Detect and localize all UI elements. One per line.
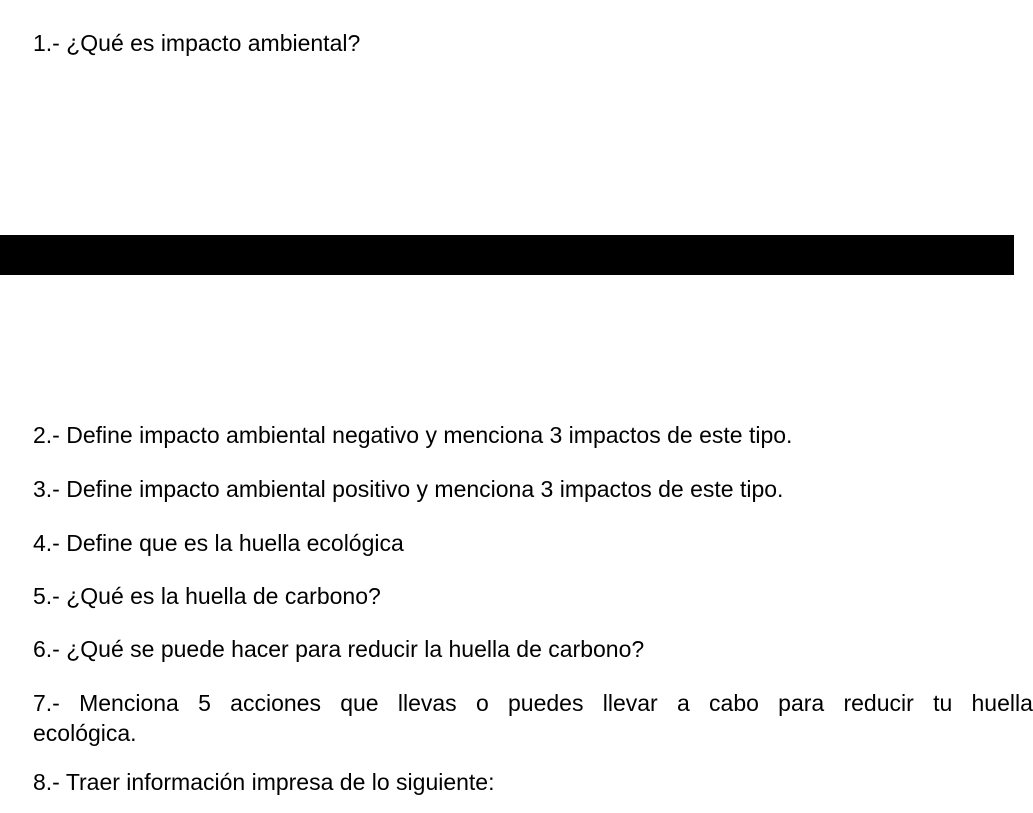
q7-word: para [778,690,825,716]
question-4: 4.- Define que es la huella ecológica [33,530,404,556]
question-6: 6.- ¿Qué se puede hacer para reducir la huella de carbono? [33,636,645,662]
question-1: 1.- ¿Qué es impacto ambiental? [33,30,361,56]
q7-word: a [676,690,690,716]
question-3: 3.- Define impacto ambiental positivo y menciona 3 impactos de este tipo. [33,476,784,502]
question-7-line-2: ecológica. [33,720,137,746]
question-5: 5.- ¿Qué es la huella de carbono? [33,583,381,609]
q7-word: tu [933,690,953,716]
q7-word: o [475,690,489,716]
question-7-line-1 [33,688,1033,718]
q7-word: huella [971,690,1033,716]
q7-word: acciones [230,690,321,716]
q7-word: reducir [843,690,914,716]
redaction-bar [0,235,1014,275]
q7-word: que [340,690,379,716]
q7-word: 7.- [33,690,60,716]
q7-word: llevas [397,690,457,716]
q7-word: llevar [602,690,658,716]
q7-word: puedes [508,690,584,716]
q7-word: cabo [709,690,759,716]
question-2: 2.- Define impacto ambiental negativo y menciona 3 impactos de este tipo. [33,422,793,448]
q7-word: Menciona [79,690,179,716]
question-7 [33,688,1033,748]
question-8: 8.- Traer información impresa de lo siguiente: [33,769,495,795]
q7-word: 5 [198,690,211,716]
